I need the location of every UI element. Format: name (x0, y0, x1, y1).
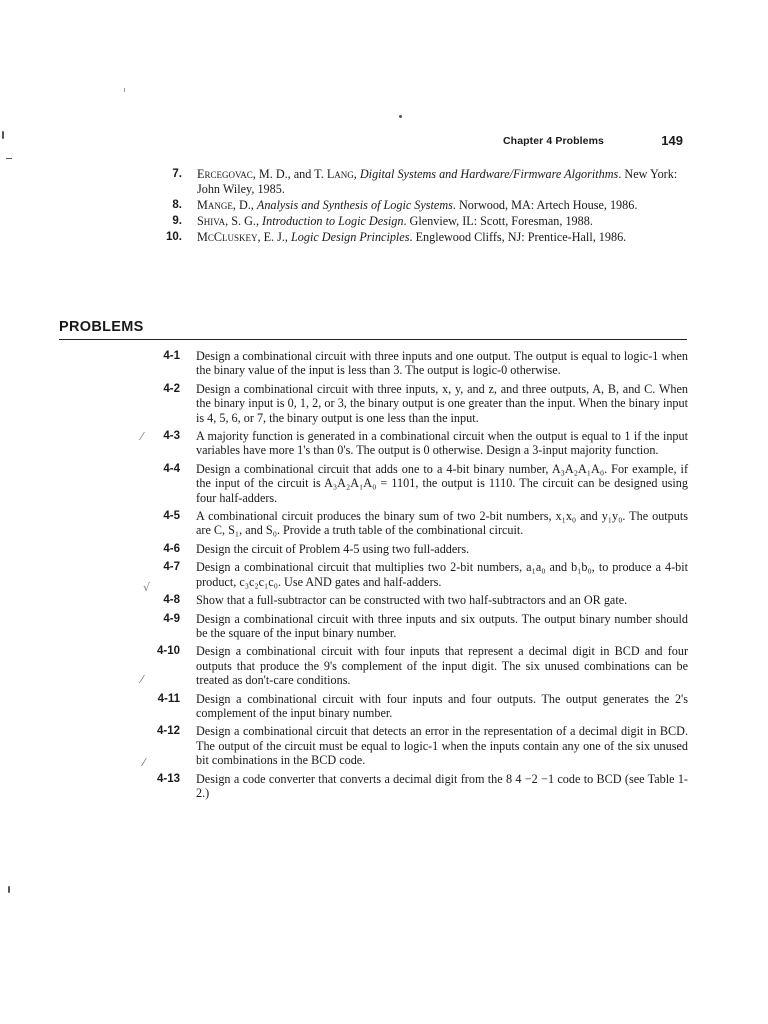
problem-text: A combinational circuit produces the binary sum of two 2-bit numbers, x₁x₀ and y₁y₀. The outputs are C, S₁, and S₀. Provide a truth table of the combinational circuit. (196, 509, 688, 538)
reference-number: 9. (172, 215, 182, 227)
problem-item (150, 593, 688, 607)
reference-publisher: . Norwood, MA: Artech House, 1986. (452, 198, 638, 212)
problem-text: Design a combinational circuit that multiplies two 2-bit numbers, a₁a₀ and b₁b₀, to produce a 4-bit product, c₃c₂c₁c₀. Use AND gates and half-adders. (196, 560, 688, 589)
reference-title: Digital Systems and Hardware/Firmware Algorithms (359, 167, 619, 181)
problem-item (150, 692, 688, 721)
reference-number: 8. (172, 199, 182, 211)
reference-author-rest: , S. G., (225, 214, 263, 228)
problem-number: 4-5 (163, 510, 180, 523)
page-number: 149 (661, 133, 683, 148)
problem-item (150, 429, 688, 458)
scan-speck (399, 115, 402, 118)
problem-item (150, 542, 688, 556)
reference-author: Ercegovac (197, 167, 253, 181)
problem-text: Design a combinational circuit with three inputs and six outputs. The output binary number should be the square of the input binary number. (196, 611, 688, 640)
reference-list (160, 167, 688, 246)
problem-number: 4-7 (163, 561, 180, 574)
problem-text: Design a combinational circuit with three inputs, x, y, and z, and three outputs, A, B, and C. When the binary input is 0, 1, 2, or 3, the binary output is one greater than the input. When the binary input is 4, 5, 6, or 7, the binary output is one less than the input. (196, 381, 688, 425)
problem-text: Design a combinational circuit with four inputs and four outputs. The output generates the 2's complement of the input binary number. (196, 691, 688, 720)
problem-number: 4-10 (156, 645, 180, 658)
problem-text: Design a combinational circuit that adds one to a 4-bit binary number, A₃A₂A₁A₀. For example, if the input of the circuit is A₃A₂A₁A₀ = 1101, the output is 1110. The circuit can be designed using four half-adders. (196, 461, 688, 505)
problem-item (150, 560, 688, 589)
problem-number: 4-3 (163, 430, 180, 443)
problem-item (150, 644, 688, 687)
problem-item (150, 772, 688, 801)
reference-author-rest: , M. D., and T. (252, 167, 327, 181)
reference-entry (160, 230, 688, 245)
problem-number: 4-13 (156, 772, 180, 785)
problem-list (150, 349, 688, 804)
pencil-check-mark: ⁄ (141, 430, 143, 443)
scan-speck (124, 88, 125, 92)
reference-entry (160, 167, 688, 197)
reference-coauthor: Lang (326, 167, 354, 181)
reference-author: McCluskey (197, 230, 258, 244)
reference-publisher: . New York: John Wiley, 1985. (197, 167, 678, 196)
problem-item (150, 509, 688, 538)
problem-text: Design a combinational circuit that detects an error in the representation of a decimal digit in BCD. The output of the circuit must be equal to logic-1 when the inputs contain any one of the six unused bit combinations in the BCD code. (196, 724, 688, 768)
scan-speck (6, 158, 12, 159)
problem-number: 4-9 (163, 612, 180, 625)
problem-item (150, 382, 688, 425)
problem-number: 4-4 (163, 462, 180, 475)
problem-item (150, 724, 688, 767)
section-heading: PROBLEMS (59, 319, 144, 335)
chapter-label: Chapter 4 Problems (503, 135, 604, 147)
reference-number: 10. (166, 231, 182, 243)
problem-number: 4-2 (163, 382, 180, 395)
reference-entry (160, 198, 688, 213)
running-header (440, 133, 687, 153)
problem-text: Design a code converter that converts a decimal digit from the 8 4 −2 −1 code to BCD (see Table 1-2.) (196, 771, 688, 800)
problem-text: A majority function is generated in a combinational circuit when the output is equal to 1 if the input variables have more 1's than 0's. The output is 0 otherwise. Design a 3-input majority function. (196, 429, 688, 458)
reference-author: Mange (197, 198, 233, 212)
reference-title: Logic Design Principles (290, 230, 410, 244)
pencil-check-mark: ⁄ (141, 673, 143, 686)
reference-number: 7. (172, 168, 182, 180)
problem-number: 4-6 (163, 542, 180, 555)
problem-number: 4-11 (157, 692, 180, 705)
scan-speck (8, 886, 10, 893)
reference-publisher: . Glenview, IL: Scott, Foresman, 1988. (403, 214, 593, 228)
reference-author-rest: , D., (232, 198, 257, 212)
problem-number: 4-12 (156, 725, 180, 738)
problem-text: Design a combinational circuit with three inputs and one output. The output is equal to logic-1 when the binary value of the input is less than 3. The output is logic-0 otherwise. (196, 349, 688, 378)
reference-author: Shiva (197, 214, 226, 228)
reference-entry (160, 214, 688, 229)
pencil-check-mark: √ (143, 581, 151, 594)
reference-title: Analysis and Synthesis of Logic Systems (256, 198, 453, 212)
scan-speck (2, 131, 4, 139)
reference-author-rest: , E. J., (257, 230, 291, 244)
reference-separator: , (353, 167, 360, 181)
problem-text: Show that a full-subtractor can be constructed with two half-subtractors and an OR gate. (196, 593, 628, 608)
reference-publisher: . Englewood Cliffs, NJ: Prentice-Hall, 1986. (409, 230, 627, 244)
problem-item (150, 349, 688, 378)
problem-text: Design a combinational circuit with four inputs that represent a decimal digit in BCD and four outputs that produce the 9's complement of the input digit. The six unused combinations can be treated as don't-care conditions. (196, 644, 688, 688)
problem-text: Design the circuit of Problem 4-5 using two full-adders. (196, 541, 470, 556)
problem-item (150, 462, 688, 505)
problem-number: 4-8 (163, 594, 180, 607)
problem-item (150, 612, 688, 641)
reference-title: Introduction to Logic Design (262, 214, 404, 228)
section-divider (59, 339, 687, 340)
problem-number: 4-1 (163, 350, 180, 362)
pencil-check-mark: ⁄ (143, 756, 145, 769)
